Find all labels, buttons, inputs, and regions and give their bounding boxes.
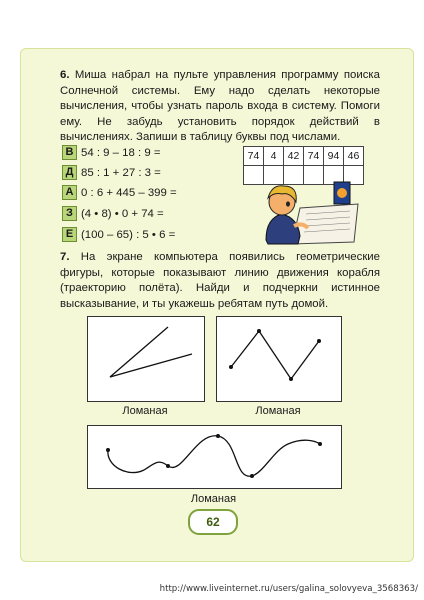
footer-url[interactable]: http://www.liveinternet.ru/users/galina_solovyeva_3568363/ [159, 584, 418, 594]
answer-number-cell: 42 [284, 147, 304, 166]
answer-number-cell: 46 [344, 147, 364, 166]
figure-caption: Ломаная [255, 405, 301, 417]
expression-row [62, 145, 160, 162]
expression-letter: Д [62, 165, 77, 180]
expression-row [62, 165, 161, 182]
answer-number-cell: 4 [264, 147, 284, 166]
expression-text: (4 • 8) • 0 + 74 = [81, 208, 164, 220]
task6-text: Миша набрал на пульте управления программу поиска Солнечной системы. Ему надо сделать некоторые вычисления, чтобы узнать пароль входа в систему. Помоги ему. Не забудь установить порядок действий в вычислениях. Запиши в таблицу буквы под числами. [60, 69, 380, 144]
task6-number: 6. [60, 69, 70, 81]
figure-caption: Ломаная [122, 405, 168, 417]
task6-paragraph [60, 68, 380, 146]
answer-number-cell: 94 [324, 147, 344, 166]
answer-letter-cell[interactable] [244, 166, 264, 185]
task7-paragraph [60, 250, 380, 312]
figure-polyline [216, 316, 342, 402]
expression-letter: Е [62, 227, 77, 242]
figure-curve [87, 425, 342, 489]
task7-number: 7. [60, 251, 70, 263]
task7-text: На экране компьютера появились геометрические фигуры, которые показывают линию движения корабля (траекторию полёта). Найди и подчеркни истинное высказывание, и ты укажешь ребятам путь домой. [60, 251, 380, 310]
expression-letter: З [62, 206, 77, 221]
expression-text: 54 : 9 – 18 : 9 = [81, 147, 161, 159]
page-number: 62 [188, 509, 238, 535]
expression-letter: В [62, 145, 77, 160]
expression-letter: А [62, 185, 77, 200]
expression-row [62, 206, 164, 223]
expression-text: 0 : 6 + 445 – 399 = [81, 187, 177, 199]
expression-text: 85 : 1 + 27 : 3 = [81, 167, 161, 179]
figure-caption: Ломаная [190, 493, 237, 505]
expression-row [62, 227, 175, 244]
expression-row [62, 185, 177, 202]
answer-number-cell: 74 [244, 147, 264, 166]
expression-text: (100 – 65) : 5 • 6 = [81, 229, 176, 241]
figure-angle [87, 316, 205, 402]
boy-illustration [262, 178, 364, 246]
answer-number-cell: 74 [304, 147, 324, 166]
